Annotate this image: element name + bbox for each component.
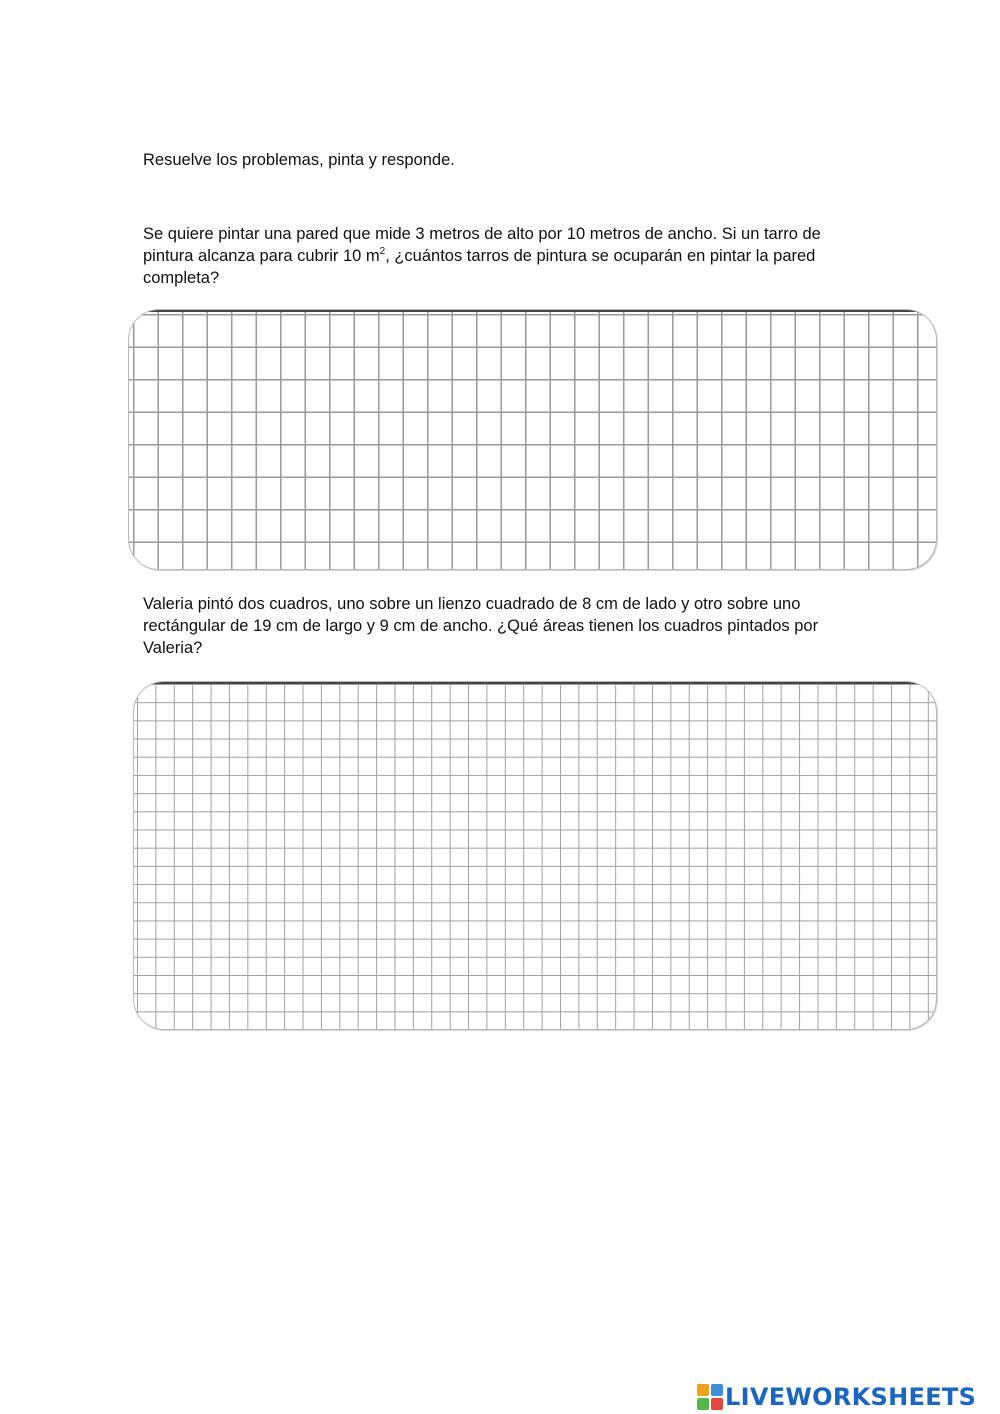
answer-grid-2[interactable] xyxy=(134,682,936,1029)
grid-2-top-border xyxy=(134,682,936,684)
problem-1-text xyxy=(143,223,863,289)
liveworksheets-logo-icon xyxy=(697,1384,723,1410)
answer-grid-1[interactable] xyxy=(129,310,936,569)
instruction-text: Resuelve los problemas, pinta y responde. xyxy=(143,151,455,169)
brand-name: LIVEWORKSHEETS xyxy=(725,1383,977,1411)
grid-1-top-border xyxy=(129,310,936,312)
problem-2-text: Valeria pintó dos cuadros, uno sobre un lienzo cuadrado de 8 cm de lado y otro sobre uno rectángular de 19 cm de largo y 9 cm de ancho. ¿Qué áreas tienen los cuadros pintados por Valeria? xyxy=(143,595,819,657)
problem-1-text-end: , ¿cuántos tarros de pintura se ocuparán en pintar la pared completa? xyxy=(143,247,816,287)
problem-1-superscript: 2 xyxy=(379,245,386,257)
liveworksheets-logo xyxy=(697,1380,976,1414)
problem-1-text-start: Se quiere pintar una pared que mide 3 metros de alto por 10 metros de ancho. Si un tarro de pintura alcanza para cubrir 10 m xyxy=(143,225,821,265)
